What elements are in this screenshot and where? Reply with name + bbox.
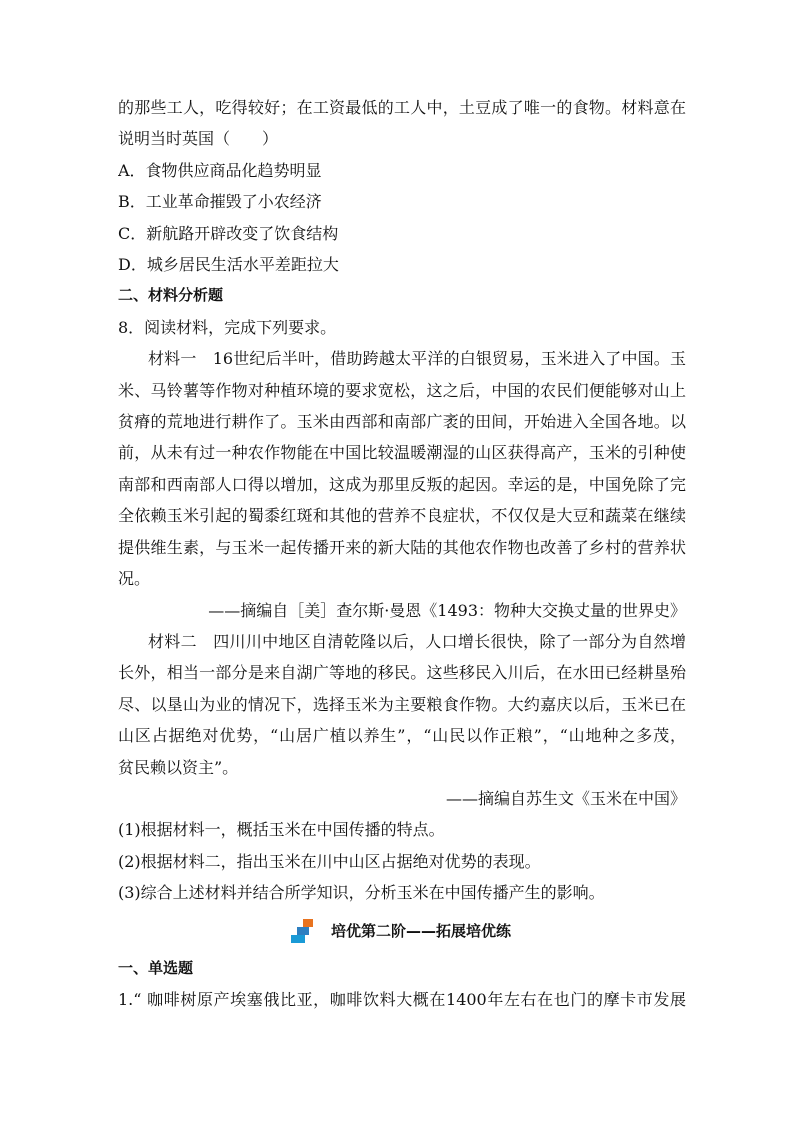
section-banner-inner <box>293 909 511 953</box>
question-8-prompt: 8．阅读材料，完成下列要求。 <box>118 317 337 337</box>
material-two-line: 贫民赖以资主”。 <box>118 757 239 777</box>
section-heading-material-analysis: 二、材料分析题 <box>118 286 224 305</box>
option-c: C．新航路开辟改变了饮食结构 <box>118 223 339 243</box>
material-two-citation: ——摘编自苏生文《玉米在中国》 <box>445 788 686 808</box>
question-stem-line: 说明当时英国（ ） <box>118 129 279 149</box>
material-one-line: 材料一 16世纪后半叶，借助跨越太平洋的白银贸易，玉米进入了中国。玉 <box>148 349 686 369</box>
material-one-line: 南部和西南部人口得以增加，这成为那里反叛的起因。幸运的是，中国免除了完 <box>118 474 686 494</box>
question-stem-line: 的那些工人，吃得较好；在工资最低的工人中，土豆成了唯一的食物。材料意在 <box>118 98 686 117</box>
stacked-bars-logo-icon <box>293 919 317 943</box>
section-banner <box>118 909 686 953</box>
page-content <box>118 92 686 1015</box>
material-one-line: 全依赖玉米引起的蜀黍红斑和其他的营养不良症状，不仅仅是大豆和蔬菜在继续 <box>118 506 686 526</box>
material-one-line: 提供维生素，与玉米一起传播开来的新大陆的其他农作物也改善了乡村的营养状 <box>118 537 686 557</box>
material-one-line: 米、马铃薯等作物对种植环境的要求宽松，这之后，中国的农民们便能够对山上 <box>118 380 686 400</box>
section-heading-single-choice: 一、单选题 <box>118 958 194 977</box>
option-d: D．城乡居民生活水平差距拉大 <box>118 255 339 275</box>
material-one-line: 贫瘠的荒地进行耕作了。玉米由西部和南部广袤的田间，开始进入全国各地。以 <box>118 412 686 432</box>
question-1-stem: 1.“ 咖啡树原产埃塞俄比亚，咖啡饮料大概在1400年左右在也门的摩卡市发展 <box>118 989 686 1009</box>
material-two-line: 尽、以垦山为业的情况下，选择玉米为主要粮食作物。大约嘉庆以后，玉米已在 <box>118 694 686 714</box>
material-two-line: 山区占据绝对优势，“山居广植以养生”，“山民以作正粮”，“山地种之多茂， <box>118 726 686 746</box>
sub-question-3: (3)综合上述材料并结合所学知识，分析玉米在中国传播产生的影响。 <box>118 883 605 903</box>
option-a: A．食物供应商品化趋势明显 <box>118 160 322 180</box>
section-banner-title: 培优第二阶——拓展培优练 <box>330 922 511 941</box>
material-one-line: 前，从未有过一种农作物能在中国比较温暖潮湿的山区获得高产，玉米的引种使 <box>118 443 686 463</box>
material-two-line: 材料二 四川川中地区自清乾隆以后，人口增长很快，除了一部分为自然增 <box>148 631 686 651</box>
material-one-line: 况。 <box>118 569 151 589</box>
sub-question-1: (1)根据材料一，概括玉米在中国传播的特点。 <box>118 820 445 840</box>
option-b: B．工业革命摧毁了小农经济 <box>118 192 322 212</box>
material-one-citation: ——摘编自［美］查尔斯·曼恩《1493：物种大交换丈量的世界史》 <box>208 600 686 620</box>
sub-question-2: (2)根据材料二，指出玉米在川中山区占据绝对优势的表现。 <box>118 851 541 871</box>
material-two-line: 长外，相当一部分是来自湖广等地的移民。这些移民入川后，在水田已经耕垦殆 <box>118 663 686 683</box>
